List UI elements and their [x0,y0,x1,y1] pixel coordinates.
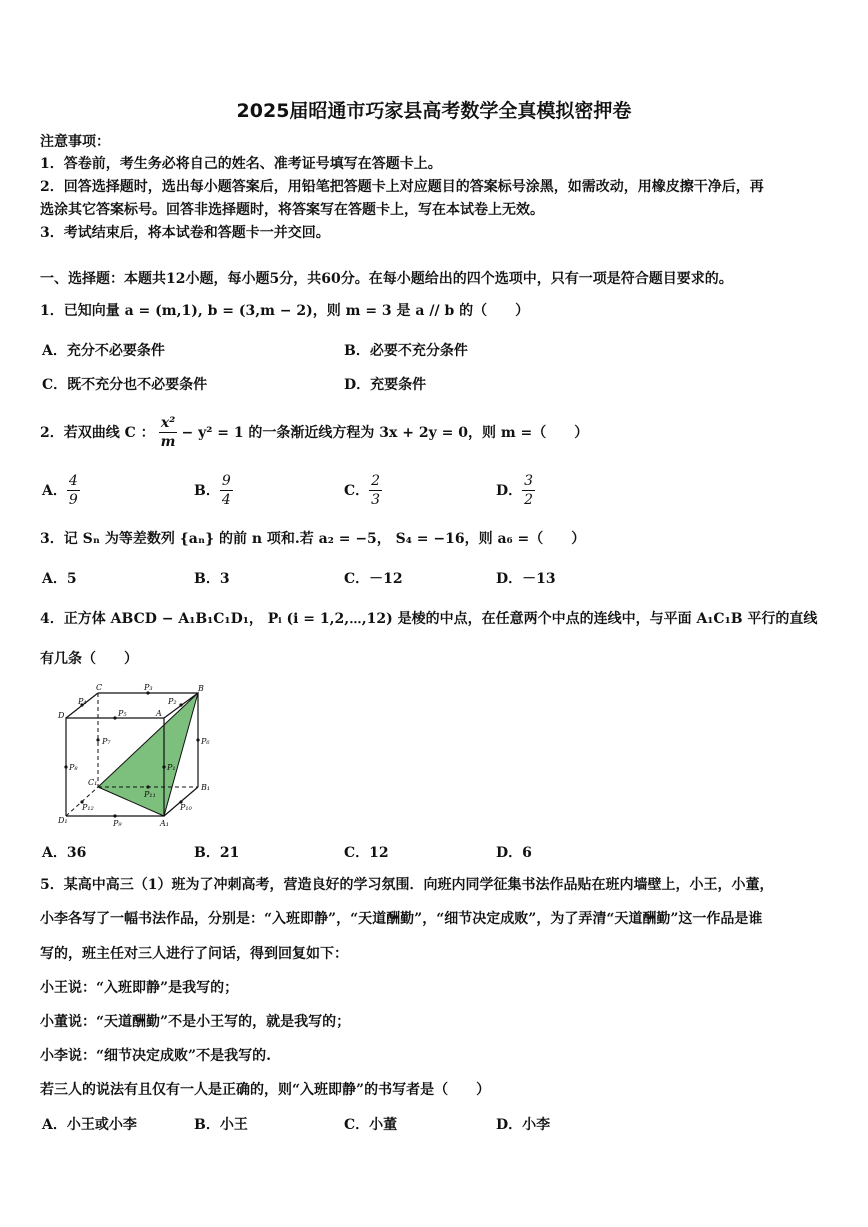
label-D1: D₁ [58,816,68,825]
question-2-stem [40,414,588,451]
question-5-line: 写的，班主任对三人进行了问话，得到回复如下： [40,946,348,962]
q2-option-fraction [522,472,535,509]
label-P2: P₂ [168,697,177,706]
notice-item: 3．考试结束后，将本试卷和答题卡一并交回。 [40,225,330,241]
fraction-den: 3 [371,492,381,508]
cube-figure [56,680,226,830]
q2-option-label: D． [496,482,523,499]
notice-item: 选涂其它答案标号。回答非选择题时，将答案写在答题卡上，写在本试卷上无效。 [40,202,544,218]
label-P1: P₁ [167,763,176,772]
q4-option-c: C．12 [344,845,389,861]
fraction-num: 2 [371,473,381,489]
q2-option-b [194,472,233,509]
q2-stem-pre: 2．若双曲线 C ： [40,424,155,441]
point-dot [113,716,116,719]
label-C: C [96,683,103,692]
q1-option-d: D．充要条件 [344,377,427,393]
q2-option-fraction [67,472,80,509]
point-dot [196,738,199,741]
q2-option-a [42,472,80,509]
q2-fraction-den: m [160,434,176,450]
q1-option-a: A．充分不必要条件 [42,343,165,359]
point-dot [179,703,182,706]
q5-option-c: C．小董 [344,1117,398,1133]
label-C1: C₁ [88,778,98,787]
fraction-num: 3 [524,473,534,489]
question-3-stem: 3．记 Sₙ 为等差数列 {aₙ} 的前 n 项和.若 a₂ = −5， S₄ = −16，则 a₆ =（ ） [40,531,586,547]
notice-item: 2．回答选择题时，选出每小题答案后，用铅笔把答题卡上对应题目的答案标号涂黑，如需改动，用橡皮擦干净后，再 [40,179,764,195]
q3-option-c: C．－12 [344,571,403,587]
point-dot [162,765,165,768]
q2-option-label: C． [344,482,370,499]
q2-option-d [496,472,535,509]
label-P9: P₉ [113,819,122,828]
label-P12: P₁₂ [82,803,94,812]
q4-option-b: B．21 [194,845,240,861]
q5-option-d: D．小李 [496,1117,551,1133]
q2-option-label: A． [42,482,67,499]
q1-option-c: C．既不充分也不必要条件 [42,377,208,393]
question-5-line: 小王说：“入班即静”是我写的； [40,980,239,996]
label-A1: A₁ [160,819,169,828]
q5-option-a: A．小王或小李 [42,1117,137,1133]
q2-fraction [159,414,178,451]
label-B1: B₁ [201,783,211,792]
q3-option-d: D．－13 [496,571,556,587]
fraction-num: 4 [68,473,78,489]
notice-heading: 注意事项： [40,134,110,150]
point-dot [113,814,116,817]
fraction-num: 9 [221,473,231,489]
label-P7: P₇ [102,737,111,746]
label-D: D [58,711,65,720]
q1-option-b: B．必要不充分条件 [344,343,468,359]
fraction-den: 9 [68,492,78,508]
page-title: 2025届昭通市巧家县高考数学全真模拟密押卷 [236,100,632,122]
q2-fraction-num: x² [160,415,176,431]
point-dot [96,738,99,741]
question-5-line: 若三人的说法有且仅有一人是正确的，则“入班即静”的书写者是（ ） [40,1082,491,1098]
q2-stem-post: − y² = 1 的一条渐近线方程为 3x + 2y = 0，则 m =（ ） [181,424,589,441]
q2-option-fraction [369,472,382,509]
label-P8: P₈ [69,763,78,772]
point-dot [146,785,149,788]
q3-option-b: B．3 [194,571,230,587]
q2-option-fraction [220,472,233,509]
question-5-line: 5．某高中高三（1）班为了冲刺高考，营造良好的学习氛围．向班内同学征集书法作品贴在班内墙壁上，小王，小董， [40,877,774,893]
q4-option-d: D．6 [496,845,532,861]
label-P3: P₃ [144,683,153,692]
question-1-stem: 1．已知向量 a = (m,1), b = (3,m − 2)，则 m = 3 是 a // b 的（ ） [40,303,530,319]
fraction-den: 2 [524,492,534,508]
point-dot [64,765,67,768]
q2-option-label: B． [194,482,220,499]
q4-option-a: A．36 [42,845,87,861]
label-A: A [156,709,162,718]
label-B: B [198,684,204,693]
notice-item: 1．答卷前，考生务必将自己的姓名、准考证号填写在答题卡上。 [40,156,442,172]
label-P6: P₆ [201,737,210,746]
question-5-line: 小董说：“天道酬勤”不是小王写的，就是我写的； [40,1014,351,1030]
question-4-stem-cont: 有几条（ ） [40,651,138,667]
question-4-stem: 4．正方体 ABCD − A₁B₁C₁D₁， Pᵢ (i = 1,2,⋯,12) 是棱的中点，在任意两个中点的连线中，与平面 A₁C₁B 平行的直线 [40,611,818,627]
question-5-line: 小李各写了一幅书法作品，分别是：“入班即静”，“天道酬勤”，“细节决定成败”，为了弄清“天道酬勤”这一作品是谁 [40,911,763,927]
question-5-line: 小李说：“细节决定成败”不是我写的. [40,1048,271,1064]
label-P4: P₄ [78,697,87,706]
fraction-den: 4 [221,492,231,508]
q5-option-b: B．小王 [194,1117,248,1133]
label-P10: P₁₀ [180,803,192,812]
label-P5: P₅ [118,709,127,718]
q3-option-a: A．5 [42,571,77,587]
label-P11: P₁₁ [144,790,156,799]
section-heading: 一、选择题：本题共12小题，每小题5分，共60分。在每小题给出的四个选项中，只有一项是符合题目要求的。 [40,271,733,287]
q2-option-c [344,472,382,509]
